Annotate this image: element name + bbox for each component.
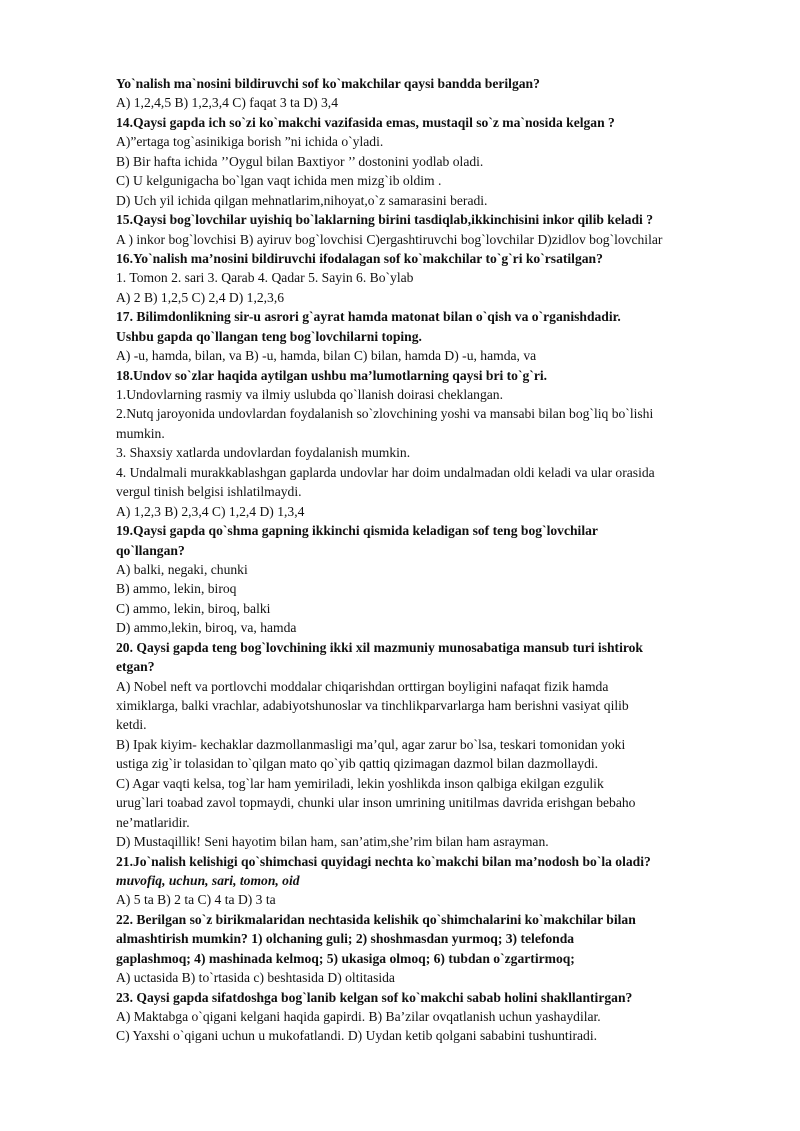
text-line: Ushbu gapda qo`llangan teng bog`lovchilarni toping. <box>116 328 422 344</box>
text-line: 23. Qaysi gapda sifatdoshga bog`lanib kelgan sof ko`makchi sabab holini shakllantirgan? <box>116 989 633 1005</box>
text-line: urug`lari toabad zavol topmaydi, chunki ular inson umrining unitilmas davrida erishgan bebaho <box>116 795 636 811</box>
text-line: 4. Undalmali murakkablashgan gaplarda undovlar har doim undalmadan oldi keladi va ular orasida <box>116 464 655 480</box>
text-line: D) ammo,lekin, biroq, va, hamda <box>116 620 297 636</box>
text-line: C) Agar vaqti kelsa, tog`lar ham yemiriladi, lekin yoshlikda inson qalbiga ekilgan ezgulik <box>116 775 604 791</box>
text-line: Yo`nalish ma`nosini bildiruvchi sof ko`makchilar qaysi bandda berilgan? <box>116 76 540 91</box>
text-line: 16.Yo`nalish ma’nosini bildiruvchi ifodalagan sof ko`makchilar to`g`ri ko`rsatilgan? <box>116 250 603 266</box>
text-line: C) ammo, lekin, biroq, balki <box>116 600 271 616</box>
text-line: mumkin. <box>116 425 165 441</box>
text-line: ne’matlaridir. <box>116 814 190 830</box>
text-line: C) U kelgunigacha bo`lgan vaqt ichida men mizg`ib oldim . <box>116 173 442 189</box>
text-line: A) 2 B) 1,2,5 C) 2,4 D) 1,2,3,6 <box>116 289 285 305</box>
text-line: 14.Qaysi gapda ich so`zi ko`makchi vazifasida emas, mustaqil so`z ma`nosida kelgan ? <box>116 114 615 130</box>
text-line: 15.Qaysi bog`lovchilar uyishiq bo`laklarning birini tasdiqlab,ikkinchisini inkor qilib keladi ? <box>116 212 654 228</box>
document-page <box>116 74 744 1046</box>
text-line: qo`llangan? <box>116 542 185 558</box>
text-line: ximiklarga, balki vrachlar, adabiyotshunoslar va tinchlikparvarlarga ham berishni vasiyat qilib <box>116 698 629 713</box>
text-line: vergul tinish belgisi ishlatilmaydi. <box>116 484 302 500</box>
text-line: 1.Undovlarning rasmiy va ilmiy uslubda qo`llanish doirasi cheklangan. <box>116 387 503 402</box>
text-line: 3. Shaxsiy xatlarda undovlardan foydalanish mumkin. <box>116 445 411 461</box>
text-line: D) Mustaqillik! Seni hayotim bilan ham, san’atim,she’rim bilan ham asrayman. <box>116 834 549 850</box>
text-line: B) Bir hafta ichida ’’Oygul bilan Baxtiyor ’’ dostonini yodlab oladi. <box>116 153 484 169</box>
text-line: A) uctasida B) to`rtasida c) beshtasida D) oltitasida <box>116 970 395 986</box>
text-line: A) 1,2,3 B) 2,3,4 C) 1,2,4 D) 1,3,4 <box>116 503 305 519</box>
text-line: muvofiq, uchun, sari, tomon, oid <box>116 872 300 888</box>
text-line: 22. Berilgan so`z birikmalaridan nechtasida kelishik qo`shimchalarini ko`makchilar bilan <box>116 911 636 927</box>
text-line: 18.Undov so`zlar haqida aytilgan ushbu ma’lumotlarning qaysi bri to`g`ri. <box>116 367 548 383</box>
text-line: A) 5 ta B) 2 ta C) 4 ta D) 3 ta <box>116 892 276 908</box>
text-line: ketdi. <box>116 717 147 733</box>
text-line: B) Ipak kiyim- kechaklar dazmollanmasligi ma’qul, agar zarur bo`lsa, teskari tomonidan yoki <box>116 736 626 752</box>
text-line: etgan? <box>116 659 155 675</box>
text-line: A) balki, negaki, chunki <box>116 561 248 577</box>
text-line: A) -u, hamda, bilan, va B) -u, hamda, bilan C) bilan, hamda D) -u, hamda, va <box>116 348 537 364</box>
text-line: gaplashmoq; 4) mashinada kelmoq; 5) ukasiga olmoq; 6) tubdan o`zgartirmoq; <box>116 950 575 966</box>
text-line: 1. Tomon 2. sari 3. Qarab 4. Qadar 5. Sayin 6. Bo`ylab <box>116 270 414 286</box>
text-line: B) ammo, lekin, biroq <box>116 581 237 597</box>
text-line: C) Yaxshi o`qigani uchun u mukofatlandi. D) Uydan ketib qolgani sababini tushuntiradi. <box>116 1028 598 1044</box>
text-line: D) Uch yil ichida qilgan mehnatlarim,nihoyat,o`z samarasini beradi. <box>116 192 488 208</box>
text-line: 17. Bilimdonlikning sir-u asrori g`ayrat hamda matonat bilan o`qish va o`rganishdadir. <box>116 309 621 325</box>
text-line: ustiga zig`ir tolasidan to`qilgan mato qo`yib qattiq qizimagan dazmol bilan dazmollaydi. <box>116 756 599 772</box>
text-line: 19.Qaysi gapda qo`shma gapning ikkinchi qismida keladigan sof teng bog`lovchilar <box>116 523 598 539</box>
text-line: A) 1,2,4,5 B) 1,2,3,4 C) faqat 3 ta D) 3,4 <box>116 95 338 111</box>
text-line: 21.Jo`nalish kelishigi qo`shimchasi quyidagi nechta ko`makchi bilan ma’nodosh bo`la oladi? <box>116 853 651 869</box>
text-line: 20. Qaysi gapda teng bog`lovchining ikki xil mazmuniy munosabatiga mansub turi ishtirok <box>116 639 643 655</box>
text-line: 2.Nutq jaroyonida undovlardan foydalanish so`zlovchining yoshi va mansabi bilan bog`liq bo`lishi <box>116 406 654 422</box>
text-line: A) Maktabga o`qigani kelgani haqida gapirdi. B) Ba’zilar ovqatlanish uchun yashaydilar. <box>116 1009 601 1024</box>
text-line: A)”ertaga tog`asinikiga borish ”ni ichida o`yladi. <box>116 134 384 150</box>
text-line: almashtirish mumkin? 1) olchaning guli; 2) shoshmasdan yurmoq; 3) telefonda <box>116 931 575 947</box>
text-line: A ) inkor bog`lovchisi B) ayiruv bog`lovchisi C)ergashtiruvchi bog`lovchilar D)zidlov bog`lovchilar <box>116 231 663 247</box>
text-line: A) Nobel neft va portlovchi moddalar chiqarishdan orttirgan boyligini nafaqat fizik hamda <box>116 678 609 694</box>
